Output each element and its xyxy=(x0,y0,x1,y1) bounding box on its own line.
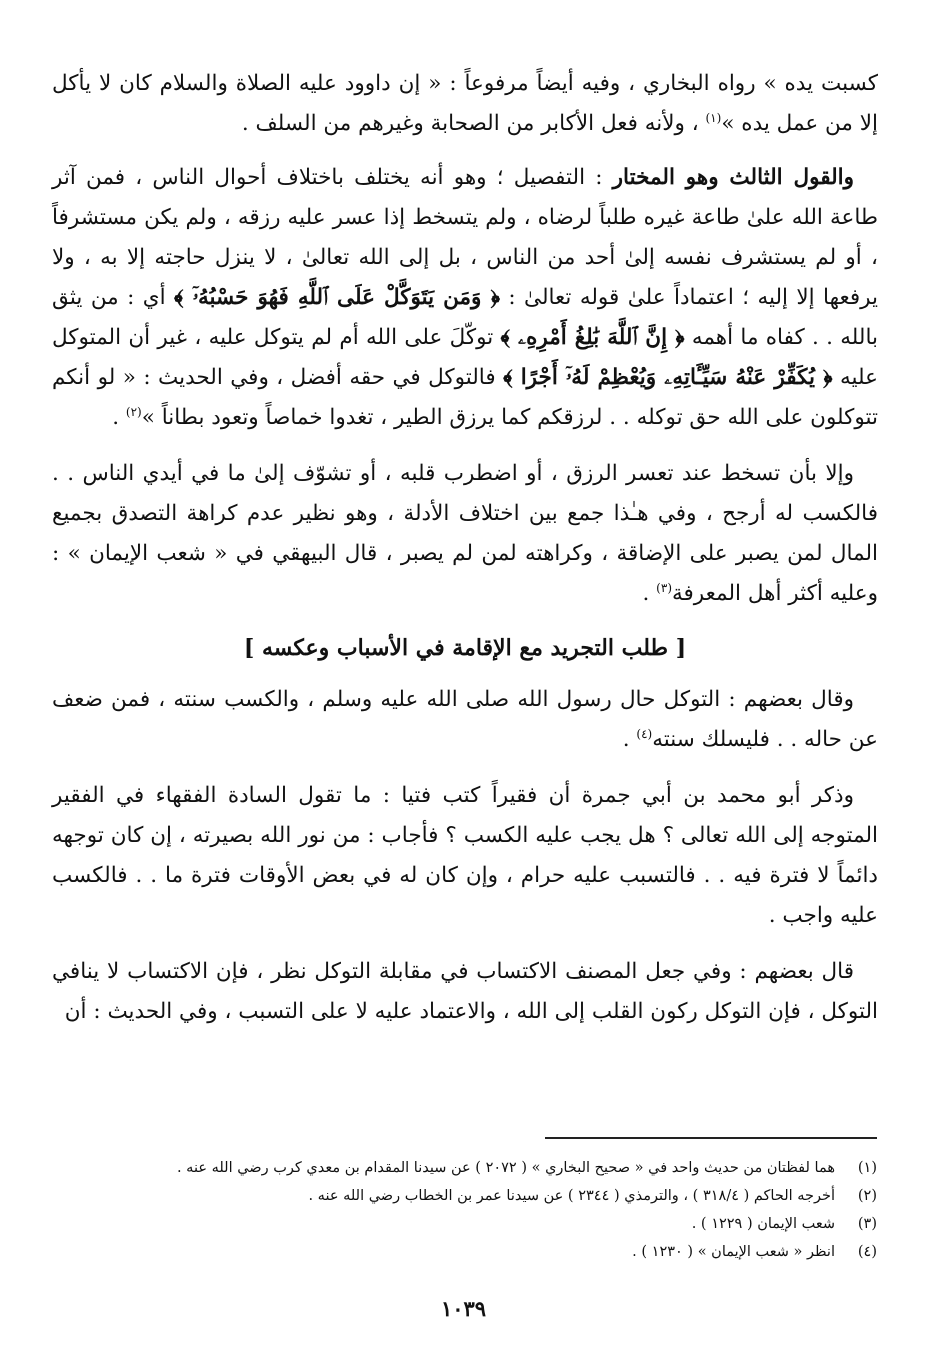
paragraph-1-end: ، ولأنه فعل الأكابر من الصحابة وغيرهم من السلف . xyxy=(241,111,706,136)
footnote-separator xyxy=(545,1137,877,1139)
paragraph-2-text-b: أي : من يثق بالله . . كفاه ما أهمه xyxy=(52,285,879,350)
footnote-number: (٢) xyxy=(857,1188,877,1204)
paragraph-4 xyxy=(52,680,878,760)
paragraph-3 xyxy=(52,454,878,614)
page-body xyxy=(52,64,878,1048)
paragraph-4-end: . xyxy=(622,727,637,752)
footnote-ref-3[interactable]: (٣) xyxy=(656,580,672,595)
section-heading: [ طلب التجريد مع الإقامة في الأسباب وعكسه ] xyxy=(243,635,687,661)
paragraph-2 xyxy=(52,158,878,438)
page-number: ١٠٣٩ xyxy=(440,1296,487,1321)
footnote-text: انظر « شعب الإيمان » ( ١٢٣٠ ) . xyxy=(632,1244,835,1260)
footnote-text: شعب الإيمان ( ١٢٢٩ ) . xyxy=(691,1216,835,1232)
paragraph-4-text: وقال بعضهم : التوكل حال رسول الله صلى الله عليه وسلم ، والكسب سنته ، فمن ضعف عن حاله . . فليسلك سنته xyxy=(52,687,878,752)
paragraph-2-lead: والقول الثالث وهو المختار xyxy=(612,165,854,190)
footnote-number: (١) xyxy=(857,1160,877,1176)
footnote-item xyxy=(97,1238,877,1266)
footnote-number: (٤) xyxy=(857,1244,877,1260)
paragraph-2-text-d: فالتوكل في حقه أفضل ، وفي الحديث : « لو أنكم تتوكلون على الله حق توكله . . لرزقكم كما يرزق الطير ، تغدوا خماصاً وتعود بطاناً » xyxy=(52,365,878,430)
paragraph-1-text: كسبت يده » رواه البخاري ، وفيه أيضاً مرفوعاً : « إن داوود عليه الصلاة والسلام كان لا يأكل إلا من عمل يده » xyxy=(52,71,878,136)
footnote-item xyxy=(97,1182,877,1210)
paragraph-1 xyxy=(52,64,878,144)
quran-verse-1: ﴿ وَمَن يَتَوَكَّلْ عَلَى ٱللَّهِ فَهُوَ حَسْبُهُۥٓ ﴾ xyxy=(173,285,500,310)
footnote-number: (٣) xyxy=(857,1216,877,1232)
quran-verse-3: ﴿ يُكَفِّرْ عَنْهُ سَيِّـَٔاتِهِۦ وَيُعْظِمْ لَهُۥٓ أَجْرًا ﴾ xyxy=(503,365,833,390)
paragraph-3-text: وإلا بأن تسخط عند تعسر الرزق ، أو اضطرب قلبه ، أو تشوّف إلىٰ ما في أيدي الناس . . فالكسب له أرجح ، وفي هـٰذا جمع بين اختلاف الأدلة ، وهو نظير عدم كراهة التصدق بجميع المال لمن يصبر على الإضاقة ، وكراهته لمن لم يصبر ، قال البيهقي في « شعب الإيمان » : وعليه أكثر أهل المعرفة xyxy=(52,461,878,606)
paragraph-2-text-c: توكّلَ على الله أم لم يتوكل عليه ، غير أن المتوكل عليه xyxy=(52,325,878,390)
footnote-ref-2[interactable]: (٢) xyxy=(125,404,142,419)
paragraph-5: وذكر أبو محمد بن أبي جمرة أن فقيراً كتب فتيا : ما تقول السادة الفقهاء في الفقير المتوجه إلى الله تعالى ؟ هل يجب عليه الكسب ؟ فأجاب : من نور الله بصيرته ، إن كان توجهه دائماً لا فترة فيه . . فالتسبب عليه حرام ، وإن كان له في بعض الأوقات فترة ما . . فالكسب عليه واجب . xyxy=(52,783,878,928)
footnotes xyxy=(97,1154,877,1266)
paragraph-2-text-a: : التفصيل ؛ وهو أنه يختلف باختلاف أحوال الناس ، فمن آثر طاعة الله علىٰ طاعة غيره طلباً لرضاه ، ولم يتسخط إذا عسر عليه رزقه ، ولم يكن مستشرفاً ، أو لم يستشرف نفسه إلىٰ أحد من الناس ، بل إلى الله تعالىٰ ، لا ينزل حاجته إلا به ، ولا يرفعها إلا إليه ؛ اعتماداً علىٰ قوله تعالىٰ : xyxy=(52,165,878,310)
footnote-item xyxy=(97,1210,877,1238)
footnote-ref-1[interactable]: (١) xyxy=(705,110,722,125)
footnote-item xyxy=(97,1154,877,1182)
footnote-text: هما لفظتان من حديث واحد في « صحيح البخاري » ( ٢٠٧٢ ) عن سيدنا المقدام بن معدي كرب رضي الله عنه . xyxy=(176,1160,835,1176)
footnote-ref-4[interactable]: (٤) xyxy=(636,726,653,741)
footnote-text: أخرجه الحاكم ( ٣١٨/٤ ) ، والترمذي ( ٢٣٤٤ ) عن سيدنا عمر بن الخطاب رضي الله عنه . xyxy=(308,1188,835,1204)
paragraph-2-end: . xyxy=(112,405,126,430)
quran-verse-2: ﴿ إِنَّ ٱللَّهَ بَٰلِغُ أَمْرِهِۦ ﴾ xyxy=(500,325,685,350)
paragraph-3-end: . xyxy=(642,581,657,606)
paragraph-6: قال بعضهم : وفي جعل المصنف الاكتساب في مقابلة التوكل نظر ، فإن الاكتساب لا ينافي التوكل ، فإن التوكل ركون القلب إلى الله ، والاعتماد عليه لا على التسبب ، وفي الحديث : أن xyxy=(52,959,878,1024)
